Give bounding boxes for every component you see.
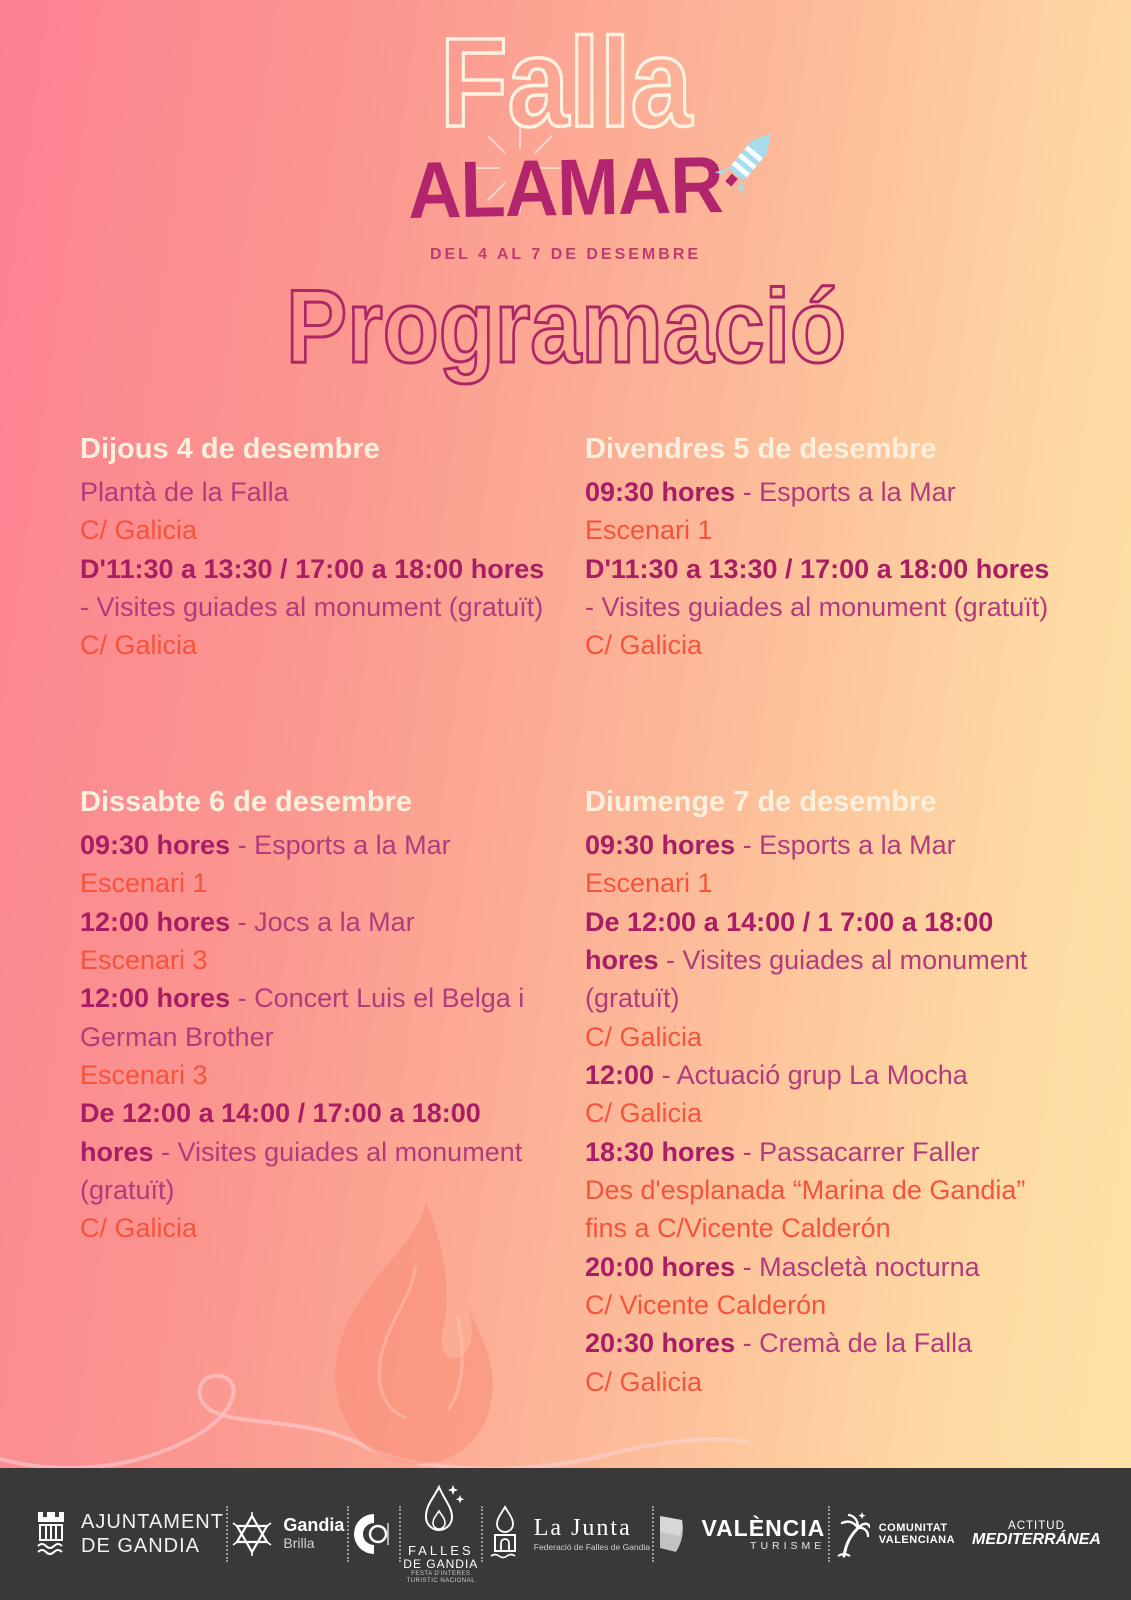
event-text: - Esports a la Mar <box>230 830 451 861</box>
event-text: - Visites guiades al monument (gratuït) <box>80 592 544 623</box>
location-text: Escenari 1 <box>585 868 713 899</box>
event-line <box>585 826 1055 864</box>
event-time: 12:00 hores <box>80 983 231 1014</box>
location-text: C/ Galicia <box>80 515 198 546</box>
location-text: C/ Galicia <box>585 1098 703 1129</box>
junta-flame-icon <box>485 1505 525 1563</box>
event-time: D'11:30 a 13:30 / 17:00 a 18:00 hores <box>585 553 1050 584</box>
event-text: - Concert Luis el Belga i German Brother <box>80 983 525 1052</box>
logo-gandia-brilla <box>230 1512 344 1556</box>
location-line <box>585 864 1055 902</box>
event-text: Plantà de la Falla <box>80 477 289 508</box>
event-time: 09:30 hores <box>80 830 231 861</box>
location-text: Des d'esplanada “Marina de Gandia” fins a C/Vicente Calderón <box>585 1175 1026 1244</box>
logo-circular-emblem <box>351 1511 397 1557</box>
event-line <box>80 550 558 627</box>
logo-la-junta <box>485 1505 650 1563</box>
logo-text-line1: AJUNTAMENT <box>81 1511 224 1533</box>
location-line <box>80 1056 558 1094</box>
location-line <box>80 1209 558 1247</box>
brand-logo-alamar <box>408 140 723 236</box>
logo-text-line2: DE GANDIA <box>403 1557 479 1572</box>
event-time: 09:30 hores <box>585 830 736 861</box>
logo-text-line2: Federació de Falles de Gandia <box>533 1541 650 1552</box>
event-line <box>80 903 558 941</box>
event-time: 20:30 hores <box>585 1328 736 1359</box>
brand-title: Falla <box>439 26 693 146</box>
event-text: - Cremà de la Falla <box>735 1328 973 1359</box>
logo-ajuntament-de-gandia <box>30 1509 224 1559</box>
city-crest-icon <box>30 1509 72 1559</box>
event-line <box>80 979 558 1056</box>
location-text: C/ Galicia <box>585 1366 703 1397</box>
location-text: Escenari 3 <box>80 1060 208 1091</box>
event-line <box>585 1133 1055 1171</box>
event-time: 18:30 hores <box>585 1136 736 1167</box>
day-block-dijous-4 <box>80 430 558 665</box>
day-block-divendres-5 <box>585 430 1055 665</box>
page-title: Programació <box>285 269 846 385</box>
fan-icon <box>656 1512 692 1556</box>
location-line <box>585 1171 1055 1248</box>
event-time: 12:00 <box>585 1060 655 1091</box>
location-text: C/ Galicia <box>80 1213 198 1244</box>
event-text: - Visites guiades al monument (gratuït) <box>80 1136 523 1206</box>
event-text: - Actuació grup La Mocha <box>654 1060 968 1091</box>
day-title: Dijous 4 de desembre <box>80 433 380 465</box>
location-text: C/ Vicente Calderón <box>585 1290 827 1321</box>
location-line <box>585 1094 1055 1132</box>
event-line <box>80 473 558 511</box>
footer-separator <box>652 1506 654 1562</box>
event-text: - Visites guiades al monument (gratuït) <box>585 945 1028 1014</box>
location-line <box>585 511 1055 549</box>
event-time: 12:00 hores <box>80 906 231 937</box>
event-text: - Passacarrer Faller <box>735 1136 980 1167</box>
event-text: - Esports a la Mar <box>735 830 956 861</box>
day-title: Divendres 5 de desembre <box>585 433 937 465</box>
event-line <box>585 1324 1055 1362</box>
location-text: Escenari 1 <box>80 868 208 899</box>
event-line <box>585 473 1055 511</box>
logo-text-line1: VALÈNCIA <box>701 1515 826 1542</box>
location-line <box>585 626 1055 664</box>
sponsor-footer <box>0 1468 1131 1600</box>
day-block-diumenge-7 <box>585 783 1055 1401</box>
event-line <box>80 826 558 864</box>
logo-falles-de-gandia <box>403 1483 478 1584</box>
logo-text-line1: COMUNITAT <box>878 1521 948 1534</box>
falles-flame-icon <box>415 1483 467 1539</box>
logo-text-line1: FALLES <box>407 1542 474 1558</box>
logo-valencia-turisme <box>656 1512 825 1556</box>
event-text: - Esports a la Mar <box>735 477 956 508</box>
event-text: - Jocs a la Mar <box>230 906 415 937</box>
event-time: De 12:00 a 14:00 / 1 7:00 a 18:00 hores <box>585 906 994 976</box>
rocket-icon <box>703 120 787 216</box>
page-title-art <box>246 264 886 392</box>
event-line <box>80 1094 558 1209</box>
logo-comunitat-valenciana <box>832 1510 1101 1558</box>
event-time: D'11:30 a 13:30 / 17:00 a 18:00 hores <box>80 553 545 584</box>
footer-separator <box>399 1506 401 1562</box>
event-line <box>585 903 1055 1018</box>
location-line <box>585 1363 1055 1401</box>
logo-text-line4: MEDITERRÁNEA <box>972 1530 1101 1548</box>
logo-text-line1: La Junta <box>533 1515 632 1542</box>
logo-text-line2: Brilla <box>283 1535 315 1552</box>
event-line <box>585 550 1055 627</box>
location-text: C/ Galicia <box>585 630 703 661</box>
location-line <box>585 1286 1055 1324</box>
logo-text-line3: FESTA D'INTERES <box>411 1571 471 1578</box>
event-time: 09:30 hores <box>585 477 736 508</box>
day-block-dissabte-6 <box>80 783 558 1248</box>
event-line <box>585 1056 1055 1094</box>
day-title: Dissabte 6 de desembre <box>80 786 413 818</box>
location-line <box>80 626 558 664</box>
day-title: Diumenge 7 de desembre <box>585 786 937 818</box>
circular-emblem-icon <box>351 1511 397 1557</box>
location-text: C/ Galicia <box>80 630 198 661</box>
event-time: De 12:00 a 14:00 / 17:00 a 18:00 hores <box>80 1098 481 1167</box>
brand-logo-text: ALAMAR <box>407 139 724 236</box>
location-text: Escenari 3 <box>80 945 208 976</box>
event-time: 20:00 hores <box>585 1251 736 1282</box>
logo-text-line2: VALENCIANA <box>878 1534 956 1546</box>
location-line <box>80 864 558 902</box>
logo-text-line4: TURISTIC NACIONAL <box>406 1578 476 1585</box>
location-line <box>585 1018 1055 1056</box>
poster-header <box>0 26 1131 392</box>
footer-separator <box>828 1506 830 1562</box>
logo-text-line2: TURISME <box>750 1539 826 1552</box>
footer-separator <box>481 1506 483 1562</box>
event-line <box>585 1248 1055 1286</box>
event-text: - Visites guiades al monument (gratuït) <box>585 592 1049 623</box>
footer-separator <box>347 1506 349 1562</box>
palm-tree-icon <box>832 1510 870 1558</box>
logo-text-line2: DE GANDIA <box>81 1535 201 1557</box>
logo-text-line1: Gandia <box>283 1515 345 1536</box>
date-range: DEL 4 AL 7 DE DESEMBRE <box>429 246 702 263</box>
event-text: - Mascletà nocturna <box>735 1251 980 1282</box>
location-text: Escenari 1 <box>585 515 713 546</box>
location-line <box>80 511 558 549</box>
logo-text-line3: ACTITUD <box>1008 1519 1065 1532</box>
location-text: C/ Galicia <box>585 1021 703 1052</box>
location-line <box>80 941 558 979</box>
footer-separator <box>226 1506 228 1562</box>
star-snowflake-icon <box>230 1512 274 1556</box>
